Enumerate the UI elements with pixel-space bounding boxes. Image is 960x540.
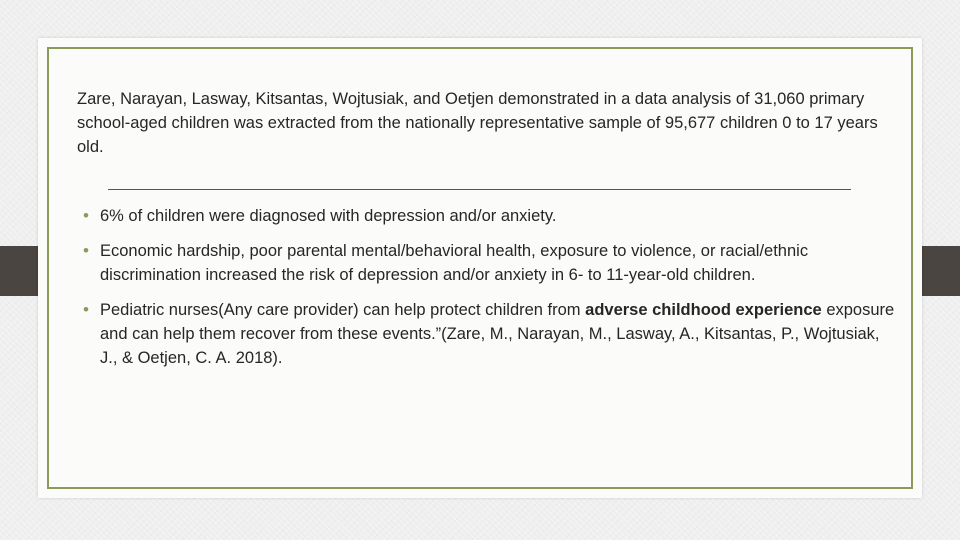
bullet-icon: • bbox=[83, 241, 89, 260]
bullet-text: 6% of children were diagnosed with depression and/or anxiety. bbox=[100, 207, 557, 225]
bullet-text-after: exposure and can help them recover from these events.”(Zare, M., Narayan, M., Lasway, A., Kitsantas, P., Wojtusiak, J., & Oetjen, C. A. 2018). bbox=[100, 301, 895, 367]
bullet-list bbox=[83, 204, 898, 381]
bullet-text: Economic hardship, poor parental mental/behavioral health, exposure to violence, or racial/ethnic discrimination increased the risk of depression and/or anxiety in 6- to 11-year-old children. bbox=[100, 242, 809, 284]
slide-card bbox=[38, 38, 922, 498]
bullet-item-depression-rate bbox=[83, 204, 898, 228]
bullet-icon: • bbox=[83, 206, 89, 225]
bullet-icon: • bbox=[83, 300, 89, 319]
intro-paragraph: Zare, Narayan, Lasway, Kitsantas, Wojtusiak, and Oetjen demonstrated in a data analysis of 31,060 primary school-aged children was extracted from the nationally representative sample of 95,677 children 0 to 17 years old. bbox=[77, 90, 878, 156]
bullet-item-nurses bbox=[83, 298, 898, 370]
bullet-item-risk-factors bbox=[83, 239, 898, 287]
bullet-text-bold: adverse childhood experience bbox=[585, 301, 822, 319]
divider-line bbox=[108, 189, 851, 190]
bullet-text-before: Pediatric nurses(Any care provider) can help protect children from bbox=[100, 301, 586, 319]
